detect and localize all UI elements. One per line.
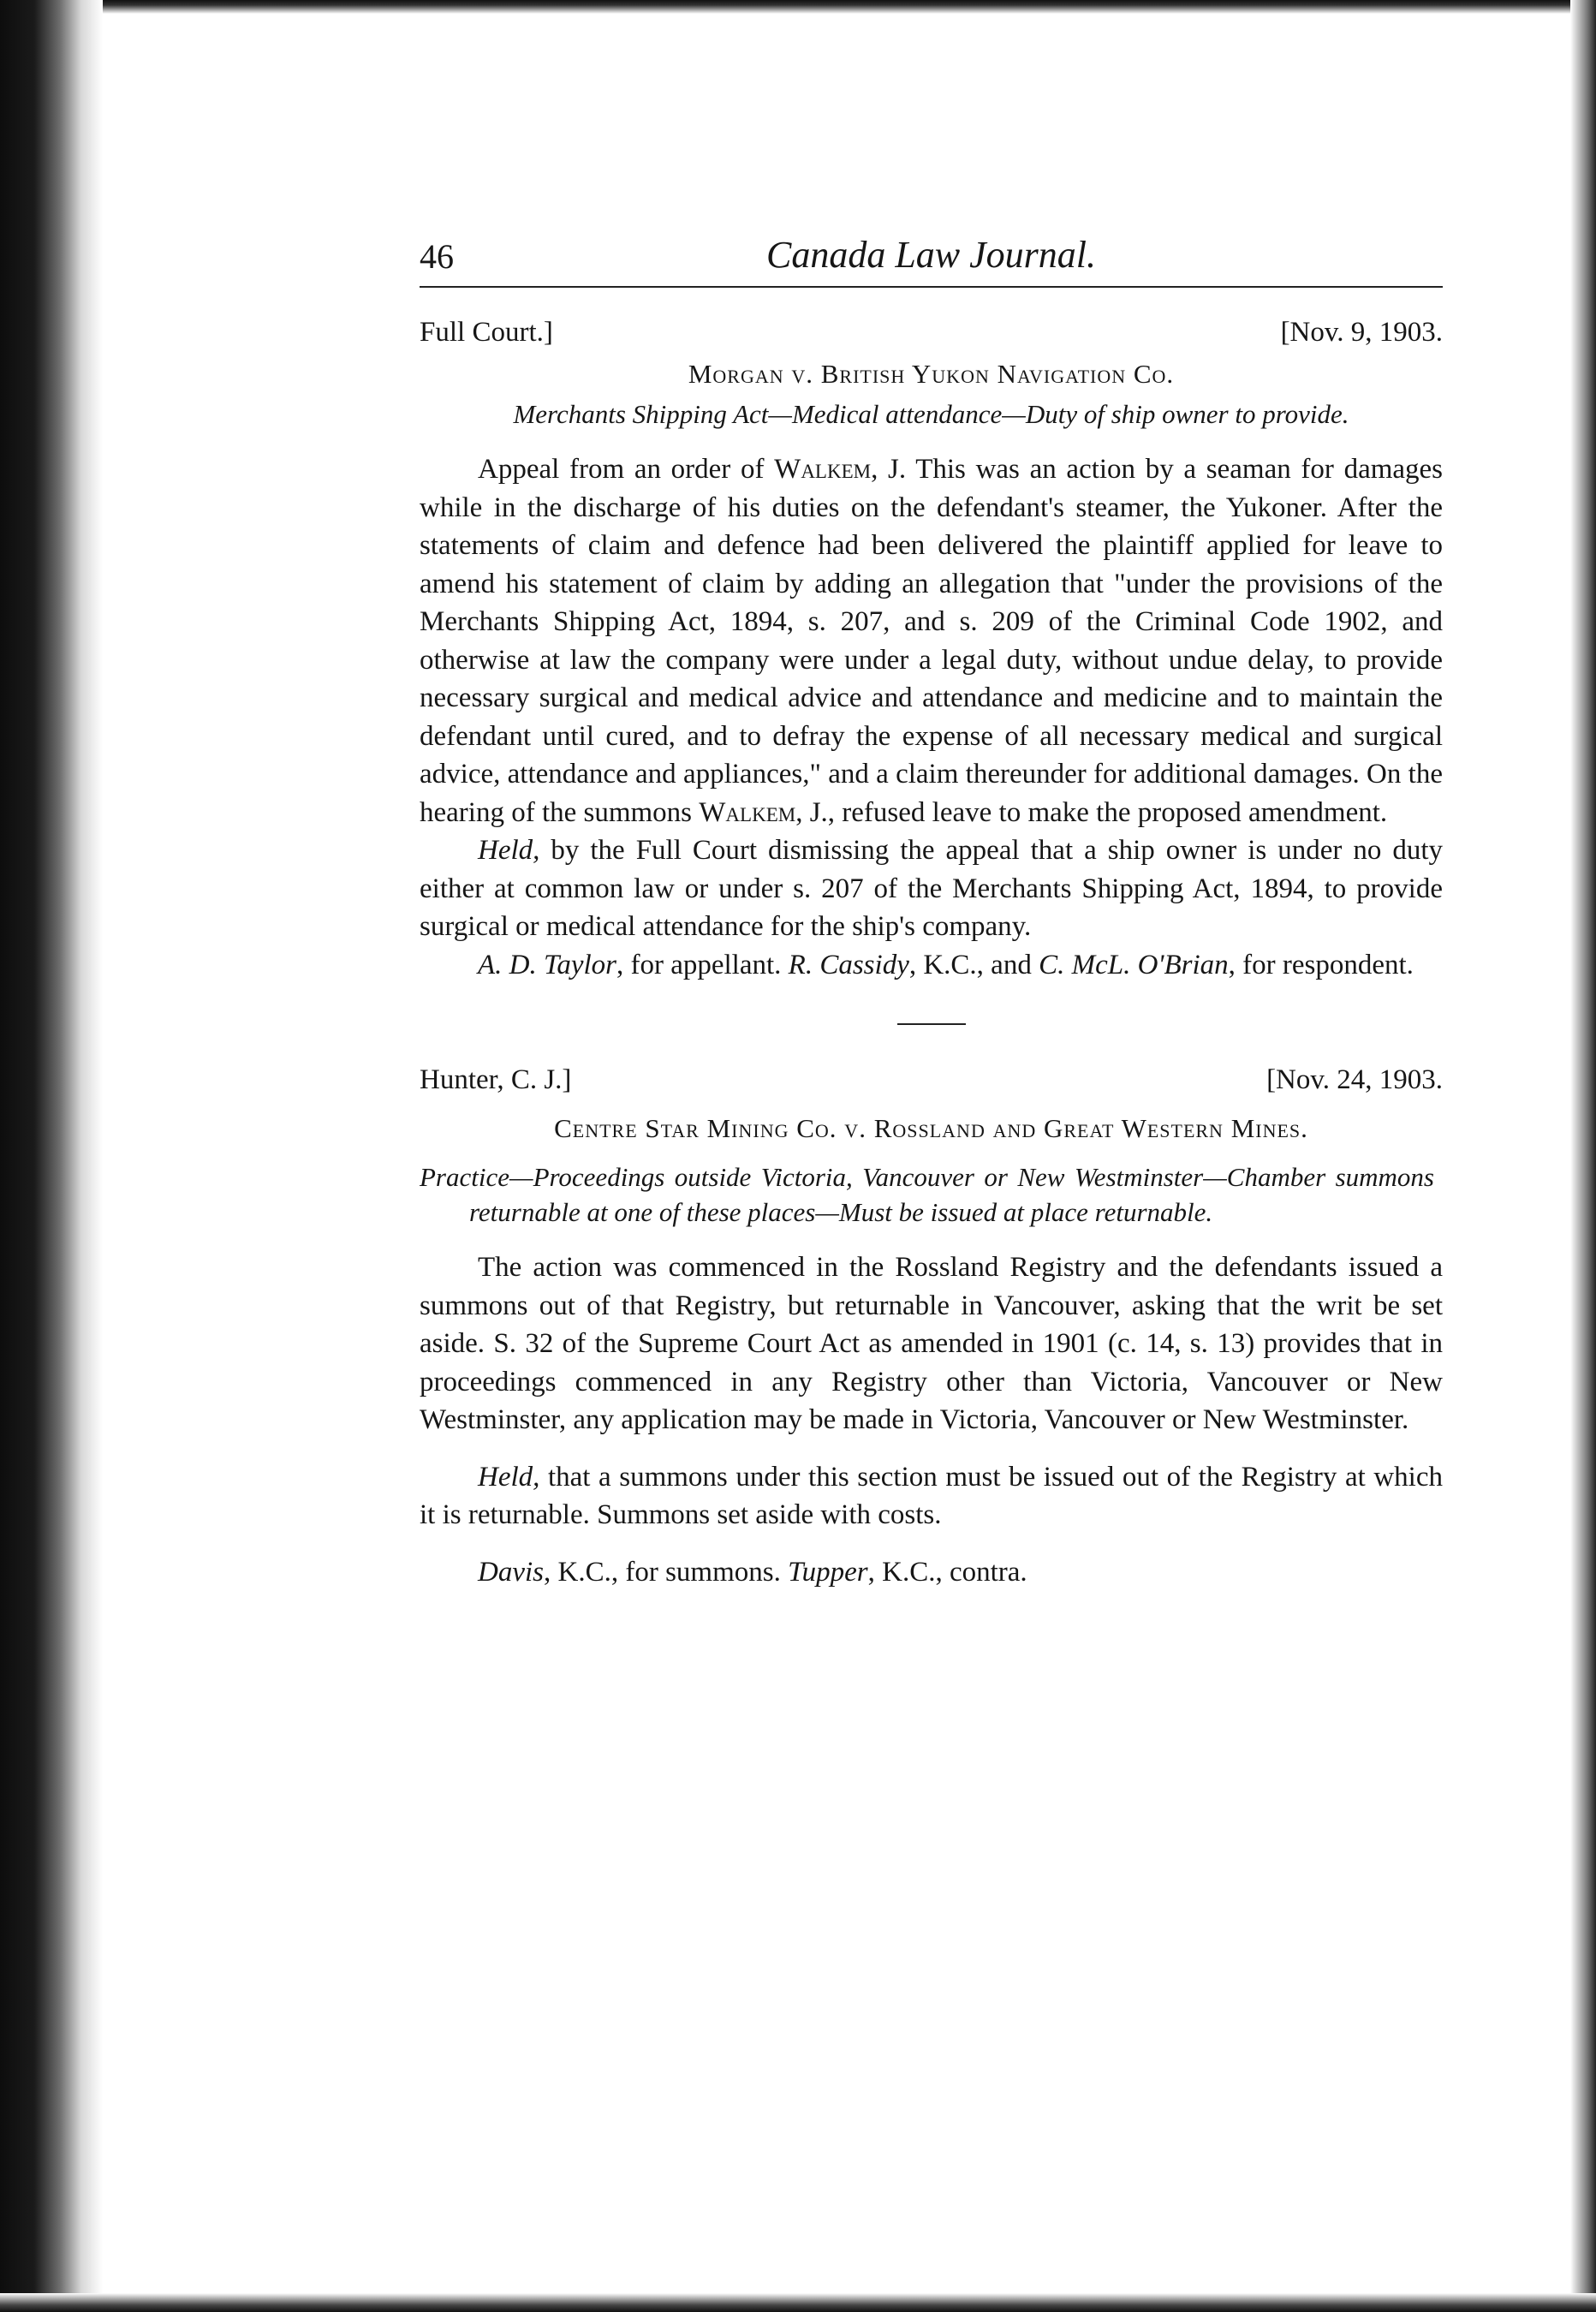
scan-edge-bottom [0,2293,1596,2312]
case-2-body: The action was commenced in the Rossland Registry and the defendants issued a summons out of that Registry, but returnable in Vancouver, asking that the writ be set aside. S. 32 of the Supreme Court Act as amended in 1901 (c. 14, s. 13) provides that in proceedings commenced in any Registry other than Victoria, Vancouver or New Westminster, any application may be made in Victoria, Vancouver or New Westminster. [420,1252,1443,1435]
case-1-judge: Walkem [774,454,872,485]
case-1-judge-2: Walkem [699,796,796,828]
case-divider [897,1023,966,1025]
case-2-counsel-2-name: Tupper [788,1556,868,1588]
case-2-counsel-1-name: Davis [478,1556,544,1588]
case-2-date: [Nov. 24, 1903. [1266,1064,1443,1095]
case-1-counsel-3-role: , for respondent. [1228,949,1414,980]
case-1-counsel-3-name: C. McL. O'Brian [1039,949,1229,980]
scan-edge-top [0,0,1596,14]
case-1-held-text: by the Full Court dismissing the appeal that a ship owner is under no duty either at common law or under s. 207 of the Merchants Shipping Act, 1894, to provide surgical or medical attendance for the ship's company. [420,835,1443,942]
case-1-held-label: Held, [478,835,540,866]
case-1-title: Morgan v. British Yukon Navigation Co. [688,358,1175,389]
case-1-body-end: , J., refused leave to make the proposed amendment. [795,796,1388,828]
case-2-counsel-2-role: , K.C., contra. [867,1556,1027,1588]
case-2-held-label: Held, [478,1461,540,1493]
case-1-court: Full Court.] [420,317,553,348]
case-1-body-lead: Appeal from an order of [478,454,765,485]
case-1-subject: Merchants Shipping Act—Medical attendance—Duty of ship owner to provide. [513,399,1349,429]
scan-edge-left [0,0,103,2312]
case-1-counsel-2-name: R. Cassidy [788,949,909,980]
case-1-counsel-1-role: , for appellant. [616,949,782,980]
case-1-date: [Nov. 9, 1903. [1280,317,1443,348]
case-1-body [420,450,1443,831]
case-2-held [420,1458,1443,1534]
case-2-title: Centre Star Mining Co. v. Rossland and Great Western Mines. [554,1112,1308,1143]
scan-edge-right [1570,0,1596,2312]
case-2-held-text: that a summons under this section must be issued out of the Registry at which it is returnable. Summons set aside with costs. [420,1461,1443,1530]
case-2-court: Hunter, C. J.] [420,1064,572,1095]
case-2-counsel [420,1553,1443,1592]
case-1-counsel-1-name: A. D. Taylor [478,949,616,980]
case-2-subject: Practice—Proceedings outside Victoria, Vancouver or New Westminster—Chamber summons returnable at one of these places—Must be issued at place returnable. [420,1162,1434,1227]
case-1-counsel [420,946,1443,985]
page-number: 46 [420,237,454,276]
case-1-held [420,831,1443,946]
case-1-body-rest: , J. This was an action by a seaman for damages while in the discharge of his duties on the defendant's steamer, the Yukoner. After the statements of claim and defence had been delivered the plaintiff applied for leave to amend his statement of claim by adding an allegation that "under the provisions of the Merchants Shipping Act, 1894, s. 207, and s. 209 of the Criminal Code 1902, and otherwise at law the company were under a legal duty, without undue delay, to provide necessary surgical and medical advice and attendance and medicine and to maintain the defendant until cured, and to defray the expense of all necessary medical and surgical advice, attendance and appliances," and a claim thereunder for additional damages. On the hearing of the summons [420,454,1444,828]
case-1-counsel-2-mid: , K.C., and [908,949,1032,980]
journal-page [420,231,1443,1591]
case-2-counsel-1-role: , K.C., for summons. [544,1556,781,1588]
page-header [420,231,1443,288]
case-1-court-line [420,313,1443,352]
journal-title: Canada Law Journal. [765,234,1097,276]
case-2-court-line [420,1061,1443,1099]
